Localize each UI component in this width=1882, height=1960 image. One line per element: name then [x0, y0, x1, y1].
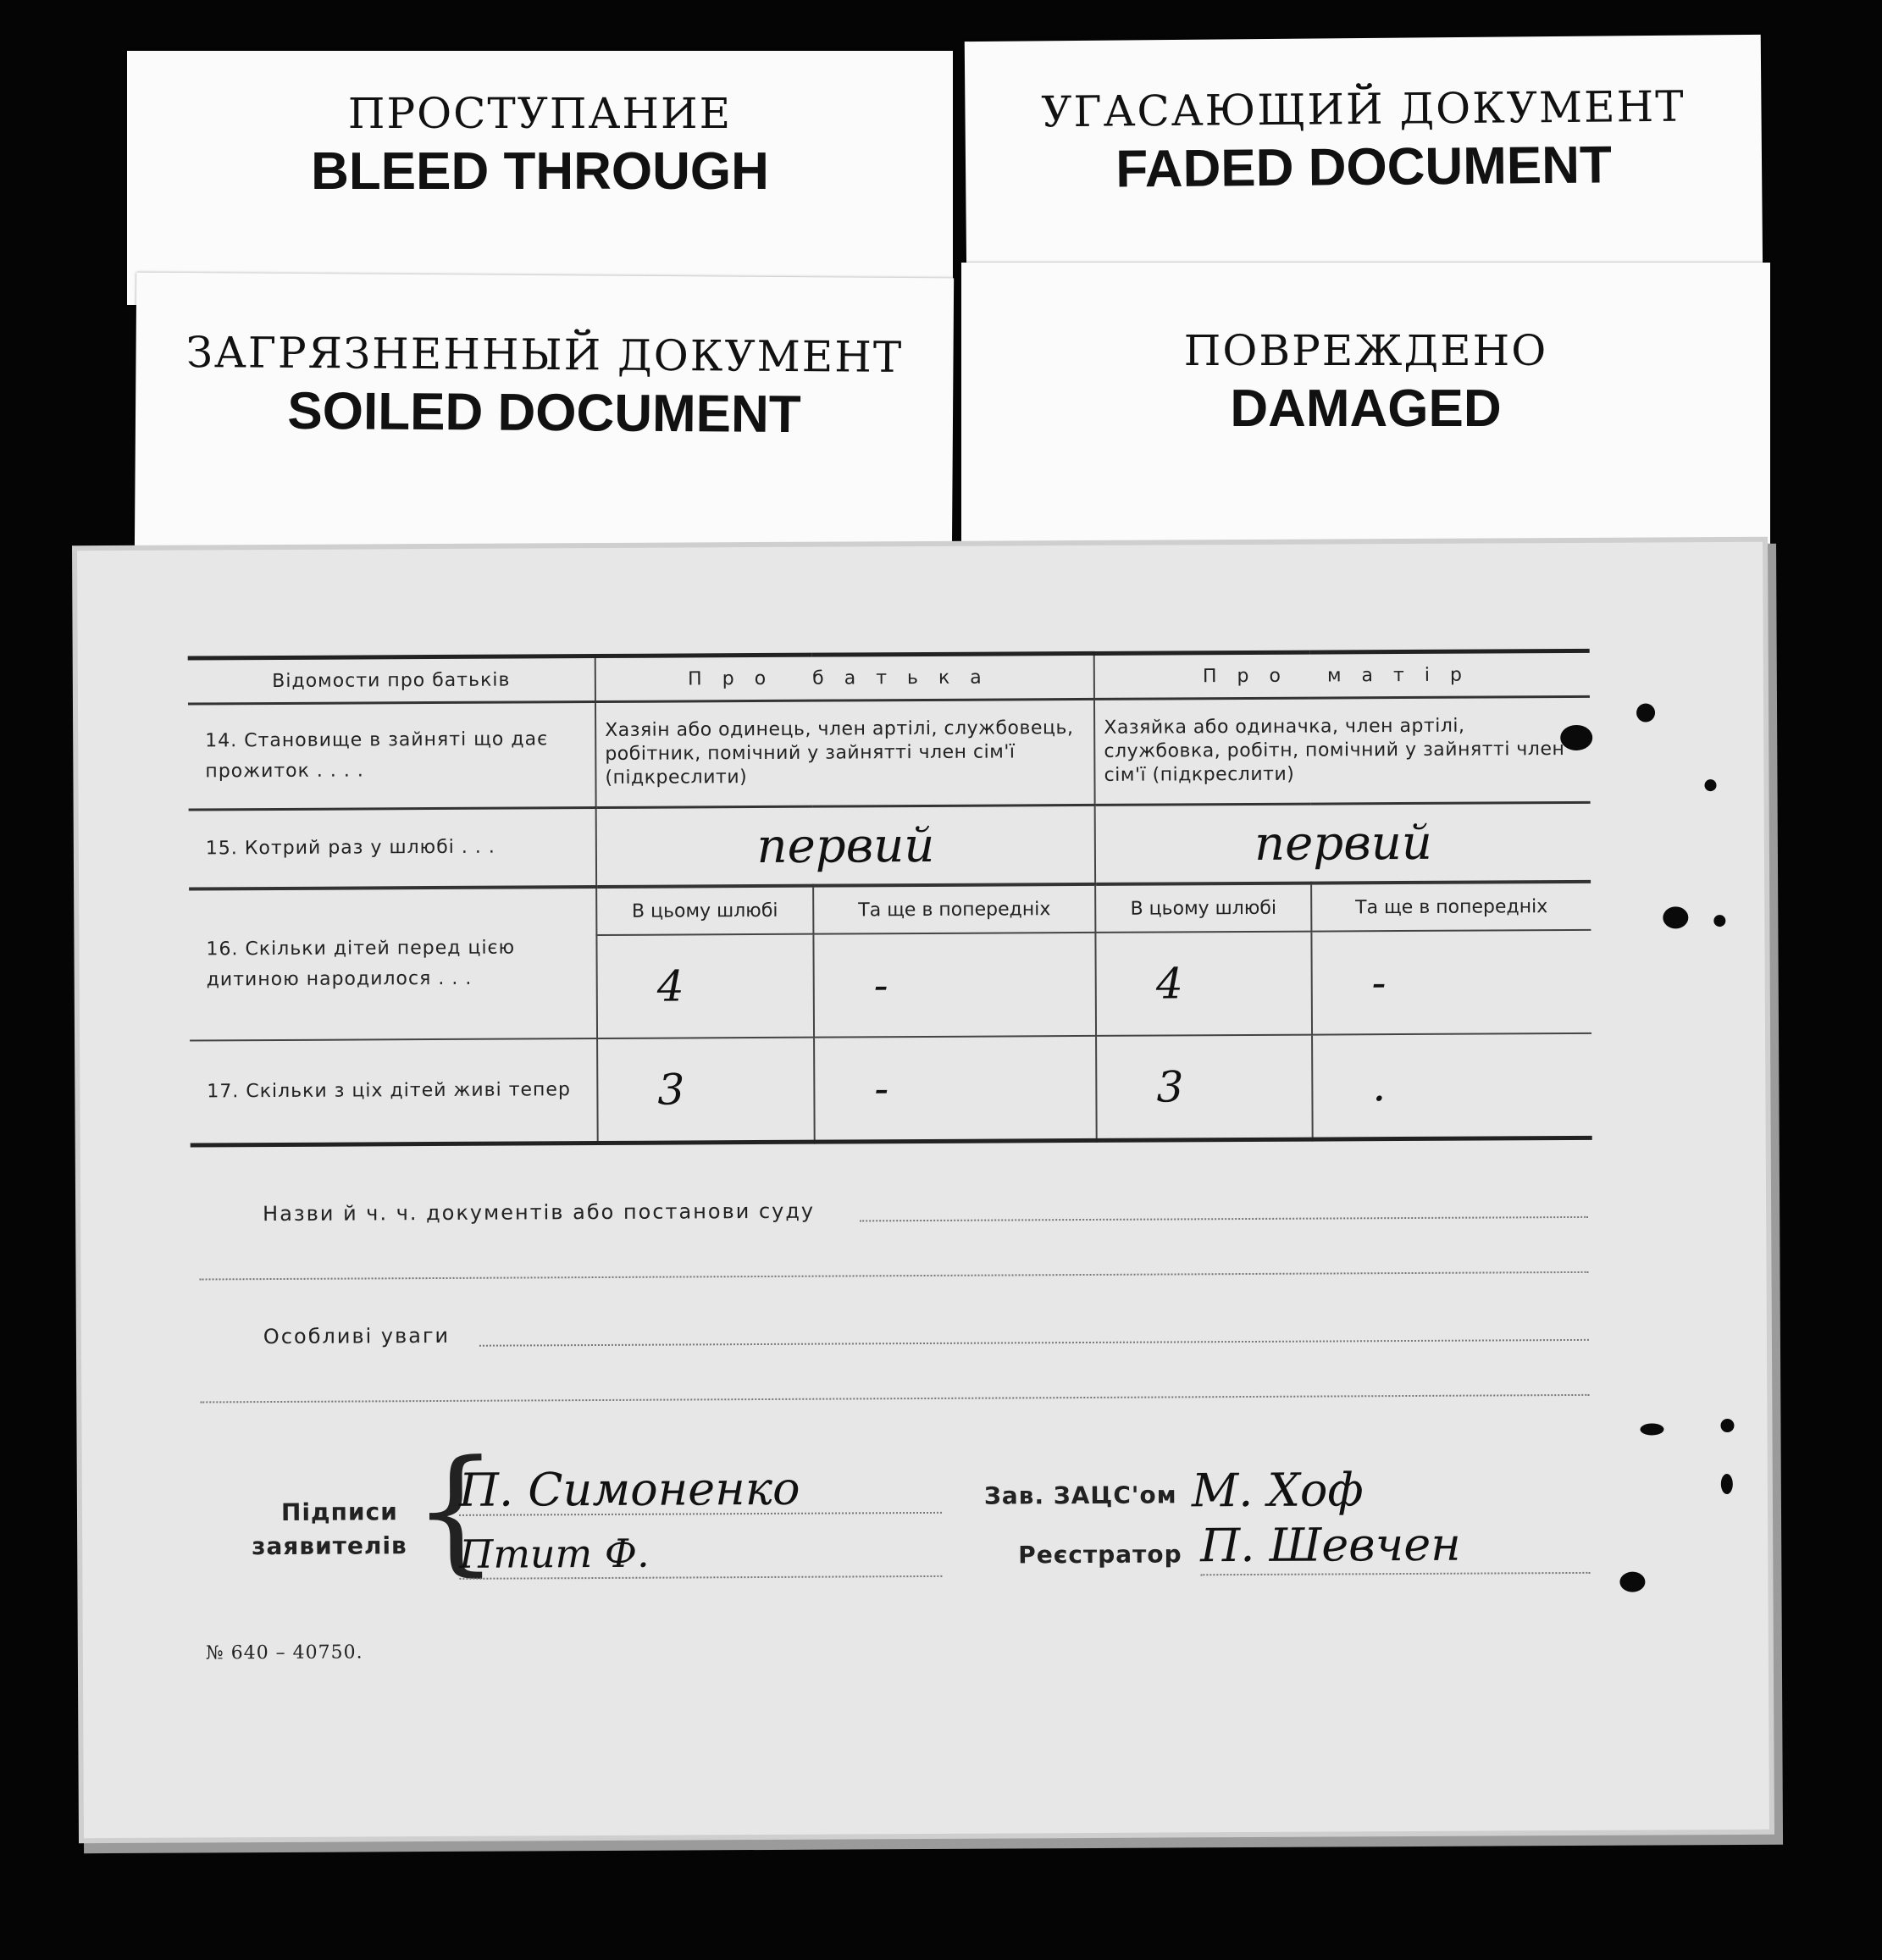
subheader-mother-this: В цьому шлюбі [1095, 883, 1311, 933]
documents-field-label: Назви й ч. ч. документів або постанови суду [263, 1199, 816, 1226]
mother-marriage-count: первий [1095, 802, 1591, 884]
label-card-faded-document [965, 35, 1763, 287]
subheader-mother-prev: Та ще в попередніх [1311, 882, 1591, 932]
punch-hole [1721, 1474, 1733, 1494]
dotted-line [479, 1339, 1589, 1347]
header-mother: Про матір [1094, 651, 1590, 699]
label-bleed-ru: ПРОСТУПАНИЕ [347, 89, 733, 138]
punch-hole [1713, 915, 1725, 927]
punch-hole [1720, 1419, 1734, 1432]
applicant-1-signature: П. Симоненко [458, 1461, 800, 1517]
subheader-father-prev: Та ще в попередніх [813, 884, 1096, 934]
question-15: 15. Котрий раз у шлюбі . . . [189, 808, 596, 889]
mother-living-prev: . [1312, 1033, 1592, 1139]
dotted-line [860, 1216, 1588, 1222]
question-16: 16. Скільки дітей перед цією дитиною народилося . . . [189, 887, 597, 1041]
label-faded-ru: УГАСАЮЩИЙ ДОКУМЕНТ [1041, 81, 1685, 137]
label-faded-en: FADED DOCUMENT [1115, 136, 1613, 199]
label-damaged-en: DAMAGED [1230, 379, 1502, 438]
label-card-soiled-document [135, 273, 954, 567]
mother-living-this: 3 [1096, 1035, 1312, 1141]
label-card-damaged [961, 263, 1770, 563]
mother-children-prev: - [1311, 930, 1591, 1035]
header-parents-info: Відомости про батьків [188, 656, 595, 705]
dotted-line [200, 1271, 1589, 1281]
punch-hole [1636, 703, 1655, 722]
punch-hole [1640, 1423, 1663, 1435]
question-14: 14. Становище в зайняті що дає прожиток . . . . [188, 702, 596, 811]
parents-info-table [188, 649, 1592, 1148]
head-registry-label: Зав. ЗАЦС'ом [983, 1481, 1177, 1510]
father-living-this: 3 [597, 1038, 815, 1143]
form-number: № 640 – 40750. [205, 1642, 363, 1664]
subheader-father-this: В цьому шлюбі [596, 886, 813, 935]
mother-children-this: 4 [1096, 932, 1312, 1036]
father-living-prev: - [814, 1036, 1097, 1142]
punch-hole [1619, 1572, 1645, 1592]
form-sheet [77, 542, 1769, 1838]
label-card-bleed-through [127, 51, 953, 305]
father-occupation: Хазяін або одинець, член артілі, службовець, робітник, помічний у зайнятті член сім'ї (підкреслити) [595, 699, 1095, 807]
father-children-this: 4 [596, 934, 814, 1038]
dotted-line [200, 1394, 1589, 1404]
label-damaged-ru: ПОВРЕЖДЕНО [1183, 326, 1548, 375]
registrar-signature: П. Шевчен [1200, 1517, 1461, 1573]
father-children-prev: - [813, 933, 1096, 1038]
label-soiled-en: SOILED DOCUMENT [287, 381, 801, 445]
applicant-2-signature: Птит Ф. [459, 1530, 650, 1577]
registrar-label: Реєстратор [1018, 1540, 1182, 1570]
label-soiled-ru: ЗАГРЯЗНЕННЫЙ ДОКУМЕНТ [185, 328, 904, 382]
label-bleed-en: BLEED THROUGH [311, 142, 769, 201]
header-father: Про батька [595, 653, 1094, 701]
punch-hole [1663, 906, 1688, 928]
remarks-field-label: Особливі уваги [263, 1323, 451, 1349]
father-marriage-count: первий [596, 805, 1096, 887]
dotted-line [1200, 1572, 1590, 1575]
question-17: 17. Скільки з ціх дітей живі тепер [190, 1038, 598, 1145]
mother-occupation: Хазяйка або одиначка, член артілі, службовка, робітн, помічний у зайнятті член сім'ї (підкреслити) [1094, 696, 1590, 805]
applicants-signature-label: Підписи [280, 1498, 398, 1526]
head-registry-signature: М. Хоф [1191, 1463, 1364, 1518]
punch-hole [1704, 779, 1716, 791]
applicants-signature-label-2: заявителів [252, 1531, 407, 1561]
brace: { [412, 1430, 500, 1590]
